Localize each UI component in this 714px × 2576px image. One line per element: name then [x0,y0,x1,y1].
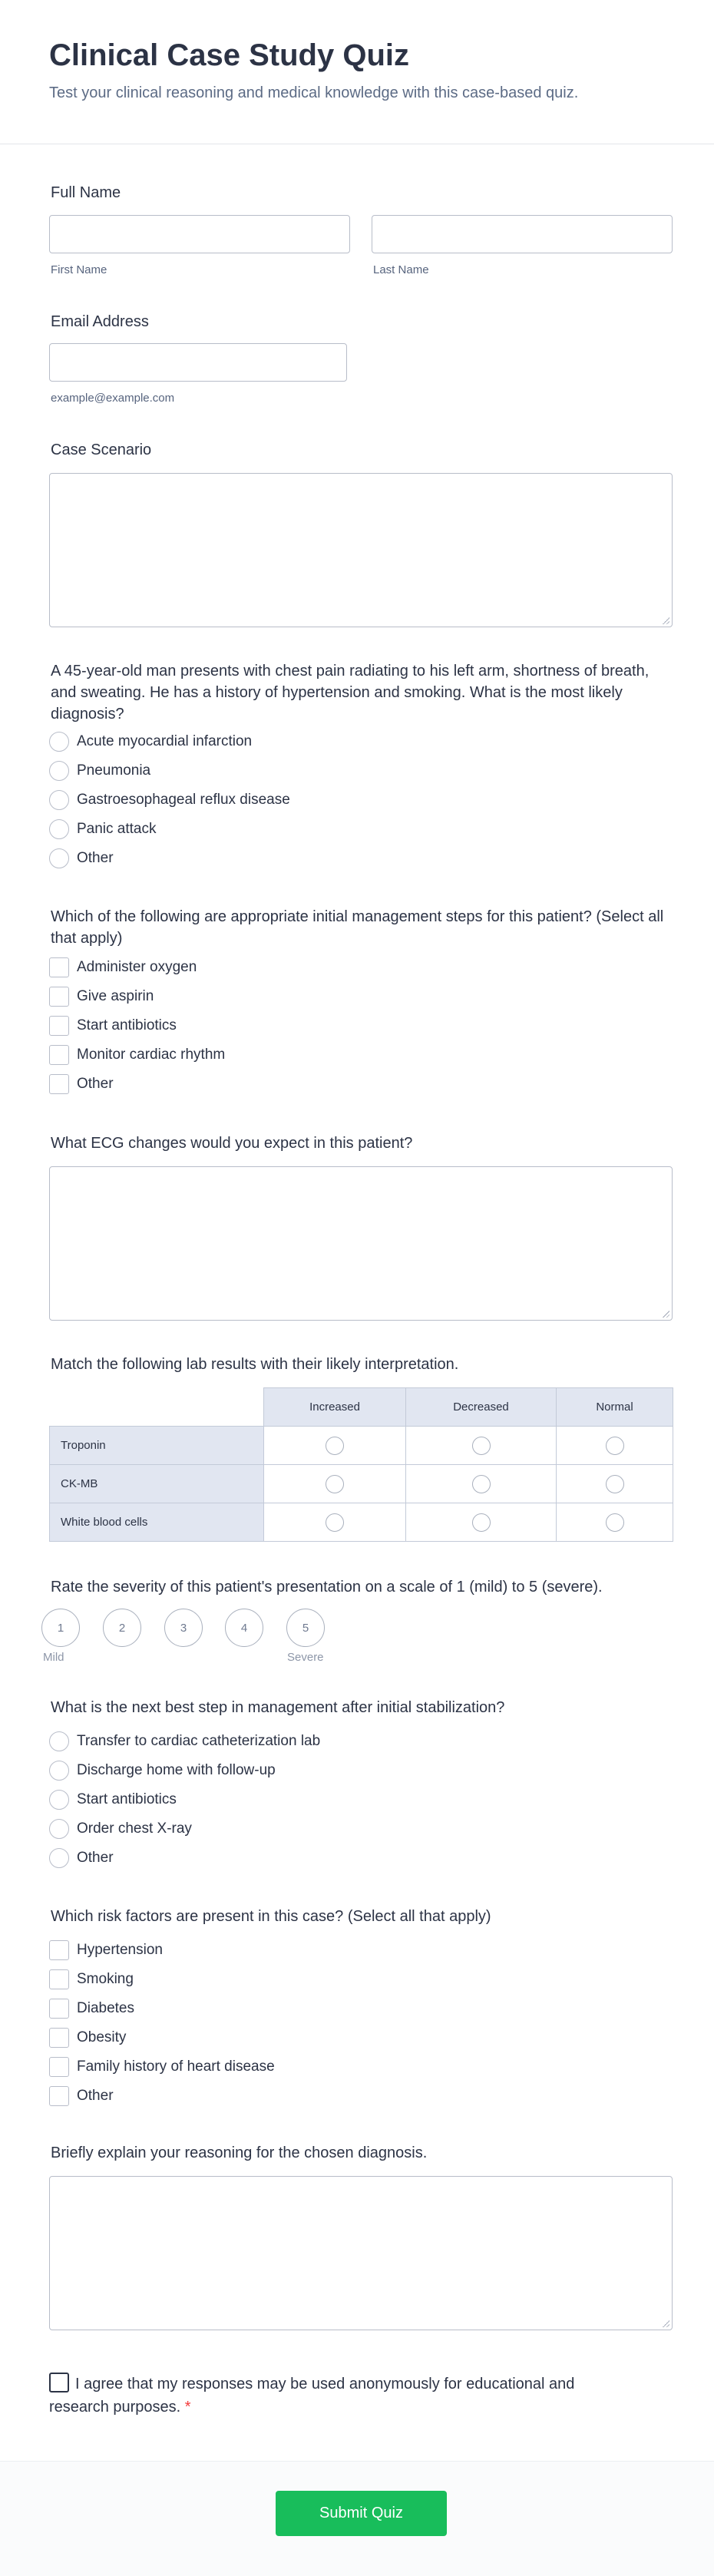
checkbox[interactable] [49,1969,69,1989]
radio-button[interactable] [49,1790,69,1810]
scale-min-caption: Mild [43,1651,64,1664]
scale-max-caption: Severe [287,1651,324,1664]
resize-grip-icon[interactable] [662,617,669,624]
matrix-corner [50,1388,264,1427]
severity-question: Rate the severity of this patient's presentation on a scale of 1 (mild) to 5 (severe). [51,1579,603,1596]
radio-button[interactable] [49,1848,69,1868]
next-step-option[interactable]: Order chest X-ray [49,1818,192,1840]
first-name-input[interactable] [49,215,350,253]
radio-button[interactable] [326,1475,344,1493]
scale-option-1[interactable]: 1 [41,1609,80,1647]
checkbox[interactable] [49,2057,69,2077]
diagnosis-option[interactable]: Other [49,848,114,869]
radio-button[interactable] [49,1761,69,1781]
matrix-cell[interactable] [406,1503,557,1542]
radio-button[interactable] [49,732,69,752]
radio-button[interactable] [606,1513,624,1532]
checkbox[interactable] [49,987,69,1007]
diagnosis-question: A 45-year-old man presents with chest pain radiating to his left arm, shortness of breath, and sweating. He has a history of hypertension and smoking. What is the most likely diagnosis? [51,663,650,723]
next-step-option[interactable]: Start antibiotics [49,1789,177,1810]
matrix-column-header: Normal [557,1388,673,1427]
risk-option[interactable]: Diabetes [49,1998,134,2019]
diagnosis-option[interactable]: Acute myocardial infarction [49,731,252,752]
radio-button[interactable] [49,1731,69,1751]
management-question: Which of the following are appropriate initial management steps for this patient? (Select all that apply) [51,908,664,947]
diagnosis-option[interactable]: Pneumonia [49,760,150,782]
last-name-input[interactable] [372,215,673,253]
matrix-row-header: White blood cells [50,1503,264,1542]
management-option[interactable]: Administer oxygen [49,957,197,978]
matrix-cell[interactable] [264,1465,406,1503]
matrix-cell[interactable] [264,1427,406,1465]
matrix-row-header: Troponin [50,1427,264,1465]
next-step-option[interactable]: Transfer to cardiac catheterization lab [49,1731,320,1752]
risk-option[interactable]: Family history of heart disease [49,2056,275,2078]
checkbox[interactable] [49,1999,69,2019]
radio-button[interactable] [326,1513,344,1532]
matrix-cell[interactable] [557,1427,673,1465]
management-option[interactable]: Monitor cardiac rhythm [49,1044,225,1066]
matrix-row-header: CK-MB [50,1465,264,1503]
risk-option[interactable]: Smoking [49,1969,134,1990]
radio-button[interactable] [472,1437,491,1455]
diagnosis-option[interactable]: Panic attack [49,818,157,840]
email-caption: example@example.com [51,392,175,405]
management-option[interactable]: Give aspirin [49,986,154,1007]
risk-option[interactable]: Hypertension [49,1939,163,1961]
case-scenario-textarea[interactable] [49,473,673,627]
page-subtitle: Test your clinical reasoning and medical knowledge with this case-based quiz. [49,84,579,101]
checkbox[interactable] [49,1045,69,1065]
matrix-column-header: Decreased [406,1388,557,1427]
matrix-cell[interactable] [557,1465,673,1503]
next-step-option[interactable]: Discharge home with follow-up [49,1760,276,1781]
matrix-column-header: Increased [264,1388,406,1427]
radio-button[interactable] [326,1437,344,1455]
checkbox[interactable] [49,957,69,977]
radio-button[interactable] [472,1513,491,1532]
checkbox[interactable] [49,1940,69,1960]
radio-button[interactable] [606,1437,624,1455]
checkbox[interactable] [49,2028,69,2048]
risk-option[interactable]: Other [49,2085,114,2107]
lab-matrix [49,1387,673,1542]
matrix-cell[interactable] [264,1503,406,1542]
radio-button[interactable] [606,1475,624,1493]
radio-button[interactable] [49,761,69,781]
radio-button[interactable] [49,819,69,839]
radio-button[interactable] [49,848,69,868]
form-header [0,0,714,144]
submit-button[interactable]: Submit Quiz [276,2491,447,2536]
checkbox[interactable] [49,2086,69,2106]
radio-button[interactable] [49,790,69,810]
last-name-caption: Last Name [373,263,429,276]
labs-question: Match the following lab results with their likely interpretation. [51,1356,459,1373]
resize-grip-icon[interactable] [662,1310,669,1318]
full-name-label: Full Name [51,184,121,201]
scale-option-4[interactable]: 4 [225,1609,263,1647]
ecg-textarea[interactable] [49,1166,673,1321]
consent-text: I agree that my responses may be used anonymously for educational and research purposes. [49,2376,575,2416]
reasoning-textarea[interactable] [49,2176,673,2330]
next-step-option[interactable]: Other [49,1847,114,1869]
next-step-question: What is the next best step in management after initial stabilization? [51,1699,505,1716]
matrix-cell[interactable] [406,1465,557,1503]
email-label: Email Address [51,313,149,330]
matrix-cell[interactable] [406,1427,557,1465]
radio-button[interactable] [472,1475,491,1493]
resize-grip-icon[interactable] [662,2320,669,2327]
page-title: Clinical Case Study Quiz [49,38,410,72]
scale-option-3[interactable]: 3 [164,1609,203,1647]
case-scenario-label: Case Scenario [51,441,152,458]
management-option[interactable]: Other [49,1073,114,1095]
management-option[interactable]: Start antibiotics [49,1015,177,1037]
ecg-question: What ECG changes would you expect in this patient? [51,1135,413,1152]
radio-button[interactable] [49,1819,69,1839]
first-name-caption: First Name [51,263,107,276]
checkbox[interactable] [49,1074,69,1094]
risk-question: Which risk factors are present in this case? (Select all that apply) [51,1908,491,1925]
scale-option-5[interactable]: 5 [286,1609,325,1647]
checkbox[interactable] [49,1016,69,1036]
matrix-cell[interactable] [557,1503,673,1542]
email-input[interactable] [49,343,347,382]
consent-field[interactable] [49,2373,587,2419]
scale-option-2[interactable]: 2 [103,1609,141,1647]
risk-option[interactable]: Obesity [49,2027,126,2049]
diagnosis-option[interactable]: Gastroesophageal reflux disease [49,789,290,811]
consent-checkbox[interactable] [49,2373,69,2392]
reasoning-question: Briefly explain your reasoning for the chosen diagnosis. [51,2144,428,2161]
required-indicator: * [184,2399,191,2416]
